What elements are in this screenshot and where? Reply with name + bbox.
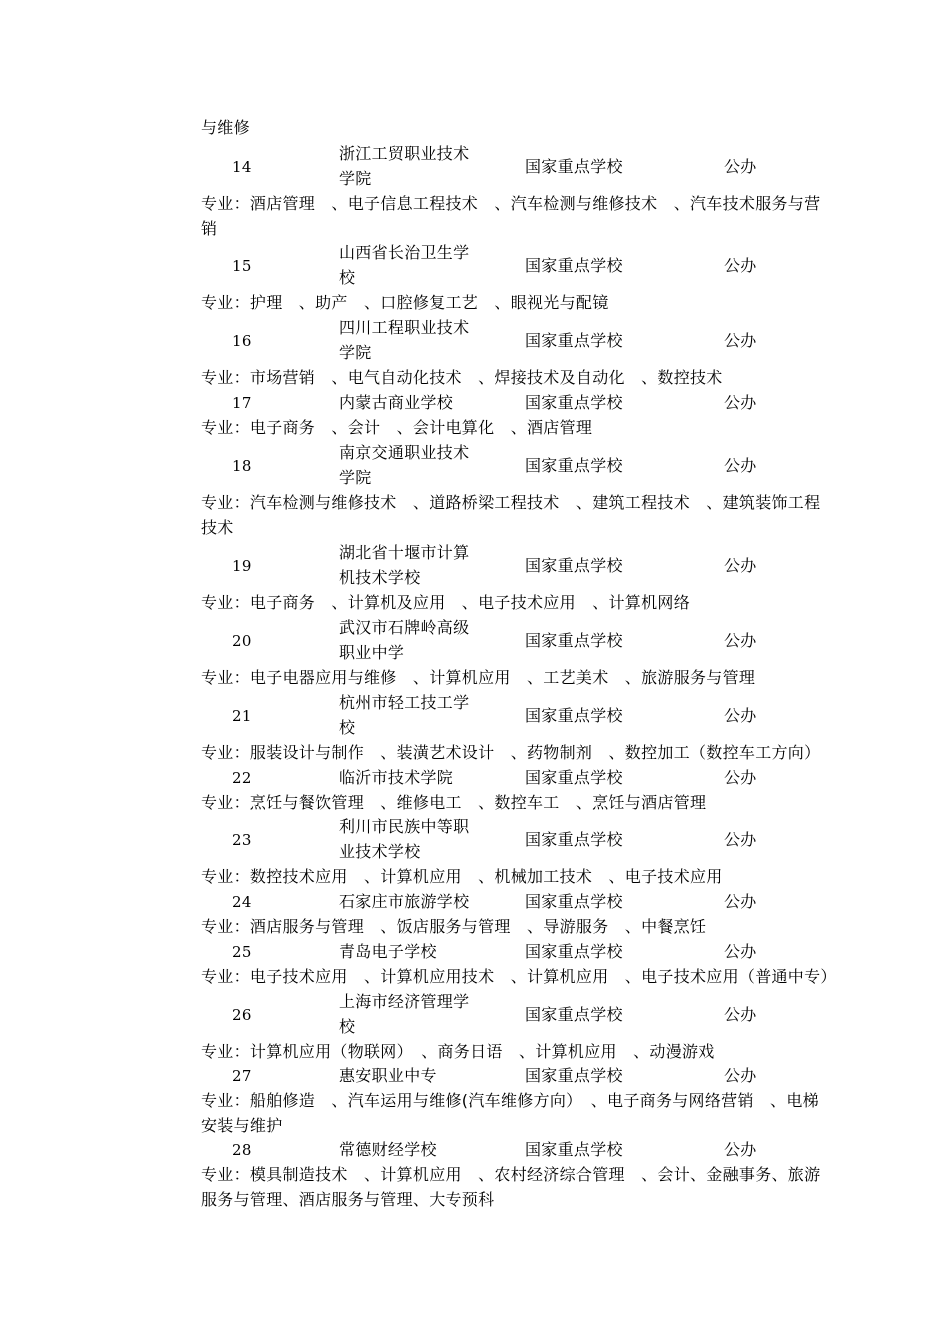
school-name-line: 常德财经学校	[339, 1140, 437, 1159]
entry-number: 14	[232, 158, 252, 176]
school-type: 公办	[724, 706, 757, 725]
school-name-line: 业技术学校	[339, 842, 421, 861]
school-level: 国家重点学校	[525, 1005, 623, 1024]
school-name-line: 惠安职业中专	[339, 1066, 437, 1085]
school-name-line: 临沂市技术学院	[339, 768, 454, 787]
school-name-line: 山西省长治卫生学	[339, 243, 470, 262]
entry-number: 26	[232, 1006, 252, 1024]
school-level: 国家重点学校	[525, 1140, 623, 1159]
school-level: 国家重点学校	[525, 892, 623, 911]
entry-number: 21	[232, 707, 252, 725]
school-type: 公办	[724, 157, 757, 176]
school-level: 国家重点学校	[525, 456, 623, 475]
school-type: 公办	[724, 768, 757, 787]
school-level: 国家重点学校	[525, 768, 623, 787]
school-name-line: 南京交通职业技术	[339, 443, 470, 462]
entry-number: 23	[232, 831, 252, 849]
school-name-line: 利川市民族中等职	[339, 817, 470, 836]
school-name-line: 学院	[339, 343, 372, 362]
school-name-line: 浙江工贸职业技术	[339, 144, 470, 163]
school-type: 公办	[724, 256, 757, 275]
school-name-line: 杭州市轻工技工学	[339, 693, 470, 712]
majors-line: 专业：数控技术应用 、计算机应用 、机械加工技术 、电子技术应用	[201, 867, 723, 886]
school-level: 国家重点学校	[525, 256, 623, 275]
school-name-line: 四川工程职业技术	[339, 318, 470, 337]
majors-line: 专业：电子商务 、会计 、会计电算化 、酒店管理	[201, 418, 593, 437]
school-level: 国家重点学校	[525, 1066, 623, 1085]
school-type: 公办	[724, 331, 757, 350]
majors-line: 专业：汽车检测与维修技术 、道路桥梁工程技术 、建筑工程技术 、建筑装饰工程	[201, 493, 821, 512]
majors-line: 服务与管理、酒店服务与管理、大专预科	[201, 1190, 495, 1209]
majors-line: 专业：酒店管理 、电子信息工程技术 、汽车检测与维修技术 、汽车技术服务与营	[201, 194, 821, 213]
school-name-line: 武汉市石牌岭高级	[339, 618, 470, 637]
majors-line: 专业：市场营销 、电气自动化技术 、焊接技术及自动化 、数控技术	[201, 368, 723, 387]
entry-number: 18	[232, 457, 252, 475]
school-type: 公办	[724, 892, 757, 911]
school-type: 公办	[724, 556, 757, 575]
school-type: 公办	[724, 1140, 757, 1159]
entry-number: 16	[232, 332, 252, 350]
school-name-line: 青岛电子学校	[339, 942, 437, 961]
entry-number: 22	[232, 769, 252, 787]
school-type: 公办	[724, 456, 757, 475]
majors-line: 专业：服装设计与制作 、装潢艺术设计 、药物制剂 、数控加工（数控车工方向）	[201, 743, 821, 762]
school-name-line: 内蒙古商业学校	[339, 393, 454, 412]
entry-number: 28	[232, 1141, 252, 1159]
majors-line: 专业：计算机应用（物联网） 、商务日语 、计算机应用 、动漫游戏	[201, 1042, 715, 1061]
majors-line: 销	[201, 219, 218, 238]
majors-line: 专业：船舶修造 、汽车运用与维修(汽车维修方向） 、电子商务与网络营销 、电梯	[201, 1091, 819, 1110]
school-name-line: 学院	[339, 468, 372, 487]
majors-line: 技术	[201, 518, 234, 537]
school-level: 国家重点学校	[525, 556, 623, 575]
entry-number: 19	[232, 557, 252, 575]
entry-number: 20	[232, 632, 252, 650]
majors-line: 专业：酒店服务与管理 、饭店服务与管理 、导游服务 、中餐烹饪	[201, 917, 707, 936]
majors-line: 专业：电子技术应用 、计算机应用技术 、计算机应用 、电子技术应用（普通中专）	[201, 967, 837, 986]
school-name-line: 湖北省十堰市计算	[339, 543, 470, 562]
majors-line: 安装与维护	[201, 1116, 283, 1135]
school-name-line: 校	[339, 718, 356, 737]
school-level: 国家重点学校	[525, 942, 623, 961]
school-type: 公办	[724, 1005, 757, 1024]
school-type: 公办	[724, 830, 757, 849]
school-level: 国家重点学校	[525, 631, 623, 650]
majors-line: 专业：电子电器应用与维修 、计算机应用 、工艺美术 、旅游服务与管理	[201, 668, 756, 687]
school-type: 公办	[724, 631, 757, 650]
school-name-line: 上海市经济管理学	[339, 992, 470, 1011]
intro-text: 与维修	[201, 118, 250, 137]
entry-number: 27	[232, 1067, 252, 1085]
entry-number: 24	[232, 893, 252, 911]
school-level: 国家重点学校	[525, 157, 623, 176]
majors-line: 专业：护理 、助产 、口腔修复工艺 、眼视光与配镜	[201, 293, 609, 312]
school-type: 公办	[724, 393, 757, 412]
school-level: 国家重点学校	[525, 393, 623, 412]
entry-number: 17	[232, 394, 252, 412]
school-level: 国家重点学校	[525, 706, 623, 725]
school-level: 国家重点学校	[525, 830, 623, 849]
entry-number: 15	[232, 257, 252, 275]
school-name-line: 职业中学	[339, 643, 405, 662]
majors-line: 专业：模具制造技术 、计算机应用 、农村经济综合管理 、会计、金融事务、旅游	[201, 1165, 821, 1184]
entry-number: 25	[232, 943, 252, 961]
school-name-line: 学院	[339, 169, 372, 188]
school-name-line: 石家庄市旅游学校	[339, 892, 470, 911]
school-type: 公办	[724, 1066, 757, 1085]
school-name-line: 校	[339, 268, 356, 287]
school-level: 国家重点学校	[525, 331, 623, 350]
majors-line: 专业：电子商务 、计算机及应用 、电子技术应用 、计算机网络	[201, 593, 691, 612]
majors-line: 专业：烹饪与餐饮管理 、维修电工 、数控车工 、烹饪与酒店管理	[201, 793, 707, 812]
school-type: 公办	[724, 942, 757, 961]
school-name-line: 校	[339, 1017, 356, 1036]
school-name-line: 机技术学校	[339, 568, 421, 587]
